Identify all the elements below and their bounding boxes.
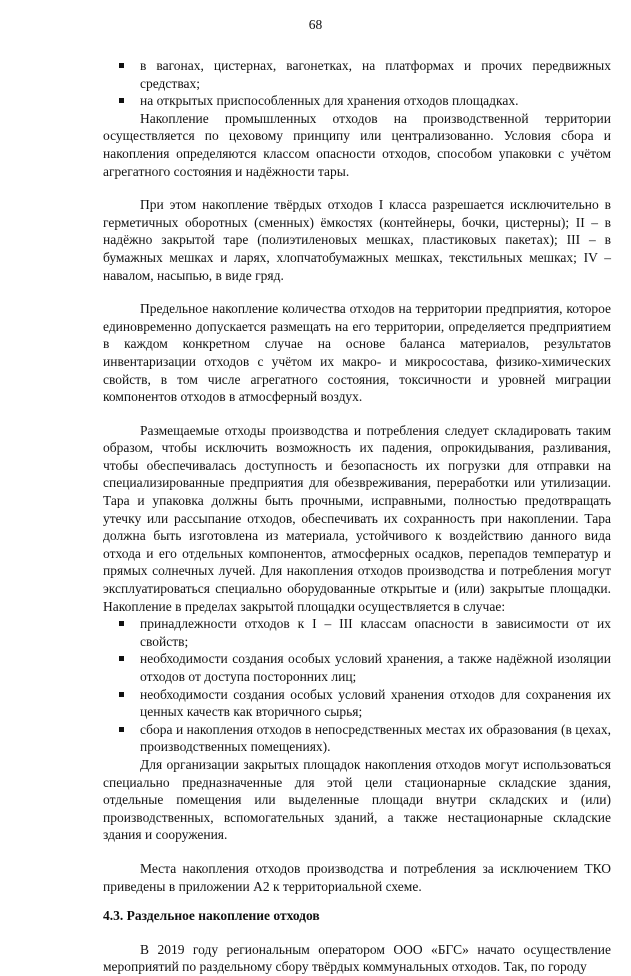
page-number: 68 <box>308 17 323 32</box>
list-item: на открытых приспособленных для хранения отходов площадках. <box>103 92 611 110</box>
paragraph-closed-sites: Для организации закрытых площадок накопления отходов могут использоваться специально предназначенные для этой цели стационарные складские здания, отдельные помещения или выделенные площади внутри складских и (или) производственных, вспомогательных зданий, а также нестационарные складские здания и сооружения. <box>103 756 611 843</box>
paragraph-appendix-reference: Места накопления отходов производства и потребления за исключением ТКО приведены в приложении А2 к территориальной схеме. <box>103 860 611 894</box>
list-item: принадлежности отходов к I – III классам опасности в зависимости от их свойств; <box>103 615 611 650</box>
list-item: в вагонах, цистернах, вагонетках, на платформах и прочих передвижных средствах; <box>103 57 611 92</box>
closed-site-bullet-list <box>103 615 611 756</box>
storage-bullet-list <box>103 57 611 110</box>
list-item: необходимости создания особых условий хранения отходов для сохранения их ценных качеств как вторичного сырья; <box>103 686 611 721</box>
list-item: сбора и накопления отходов в непосредственных местах их образования (в цехах, производственных помещениях). <box>103 721 611 756</box>
paragraph-separate-collection: В 2019 году региональным оператором ООО «БГС» начато осуществление мероприятий по раздельному сбору твёрдых коммунальных отходов. Так, по городу <box>103 941 611 975</box>
paragraph-placement-rules: Размещаемые отходы производства и потребления следует складировать таким образом, чтобы исключить возможность их падения, опрокидывания, разливания, чтобы обеспечивалась доступность и безопасность их погрузки для отправки на специализированные предприятия для обезвреживания, переработки или утилизации. Тара и упаковка должны быть прочными, исправными, полностью предотвращать утечку или рассыпание отходов, обеспечивать их сохранность при накоплении. Тара должна быть изготовлена из материала, устойчивого к воздействию данного вида отхода и его отдельных компонентов, атмосферных осадков, перепадов температур и прямых солнечных лучей. Для накопления отходов производства и потребления могут эксплуатироваться специально оборудованные открытые и (или) закрытые площадки. Накопление в пределах закрытой площадки осуществляется в случае: <box>103 422 611 614</box>
paragraph-hazard-classes: При этом накопление твёрдых отходов I класса разрешается исключительно в герметичных оборотных (сменных) ёмкостях (контейнеры, бочки, цистерны); II – в надёжно закрытой таре (полиэтиленовых мешках, пластиковых пакетах); III – в бумажных мешках и ларях, хлопчатобумажных мешках, текстильных мешках; IV – навалом, насыпью, в виде гряд. <box>103 197 611 283</box>
section-heading: 4.3. Раздельное накопление отходов <box>103 908 320 924</box>
paragraph-limit-accumulation: Предельное накопление количества отходов на территории предприятия, которое единовременно допускается размещать на его территории, определяется предприятием в каждом конкретном случае на основе баланса материалов, результатов инвентаризации отходов с учётом их макро- и микросостава, физико-химических свойств, в том числе агрегатного состояния, токсичности и уровней миграции компонентов отходов в атмосферный воздух. <box>103 301 611 405</box>
paragraph-accumulation: Накопление промышленных отходов на производственной территории осуществляется по цеховому принципу или централизованно. Условия сбора и накопления определяются классом опасности отходов, способом упаковки с учётом агрегатного состояния и надёжности тары. <box>103 110 611 179</box>
page-content <box>103 57 611 976</box>
list-item: необходимости создания особых условий хранения, а также надёжной изоляции отходов от доступа посторонних лиц; <box>103 650 611 685</box>
